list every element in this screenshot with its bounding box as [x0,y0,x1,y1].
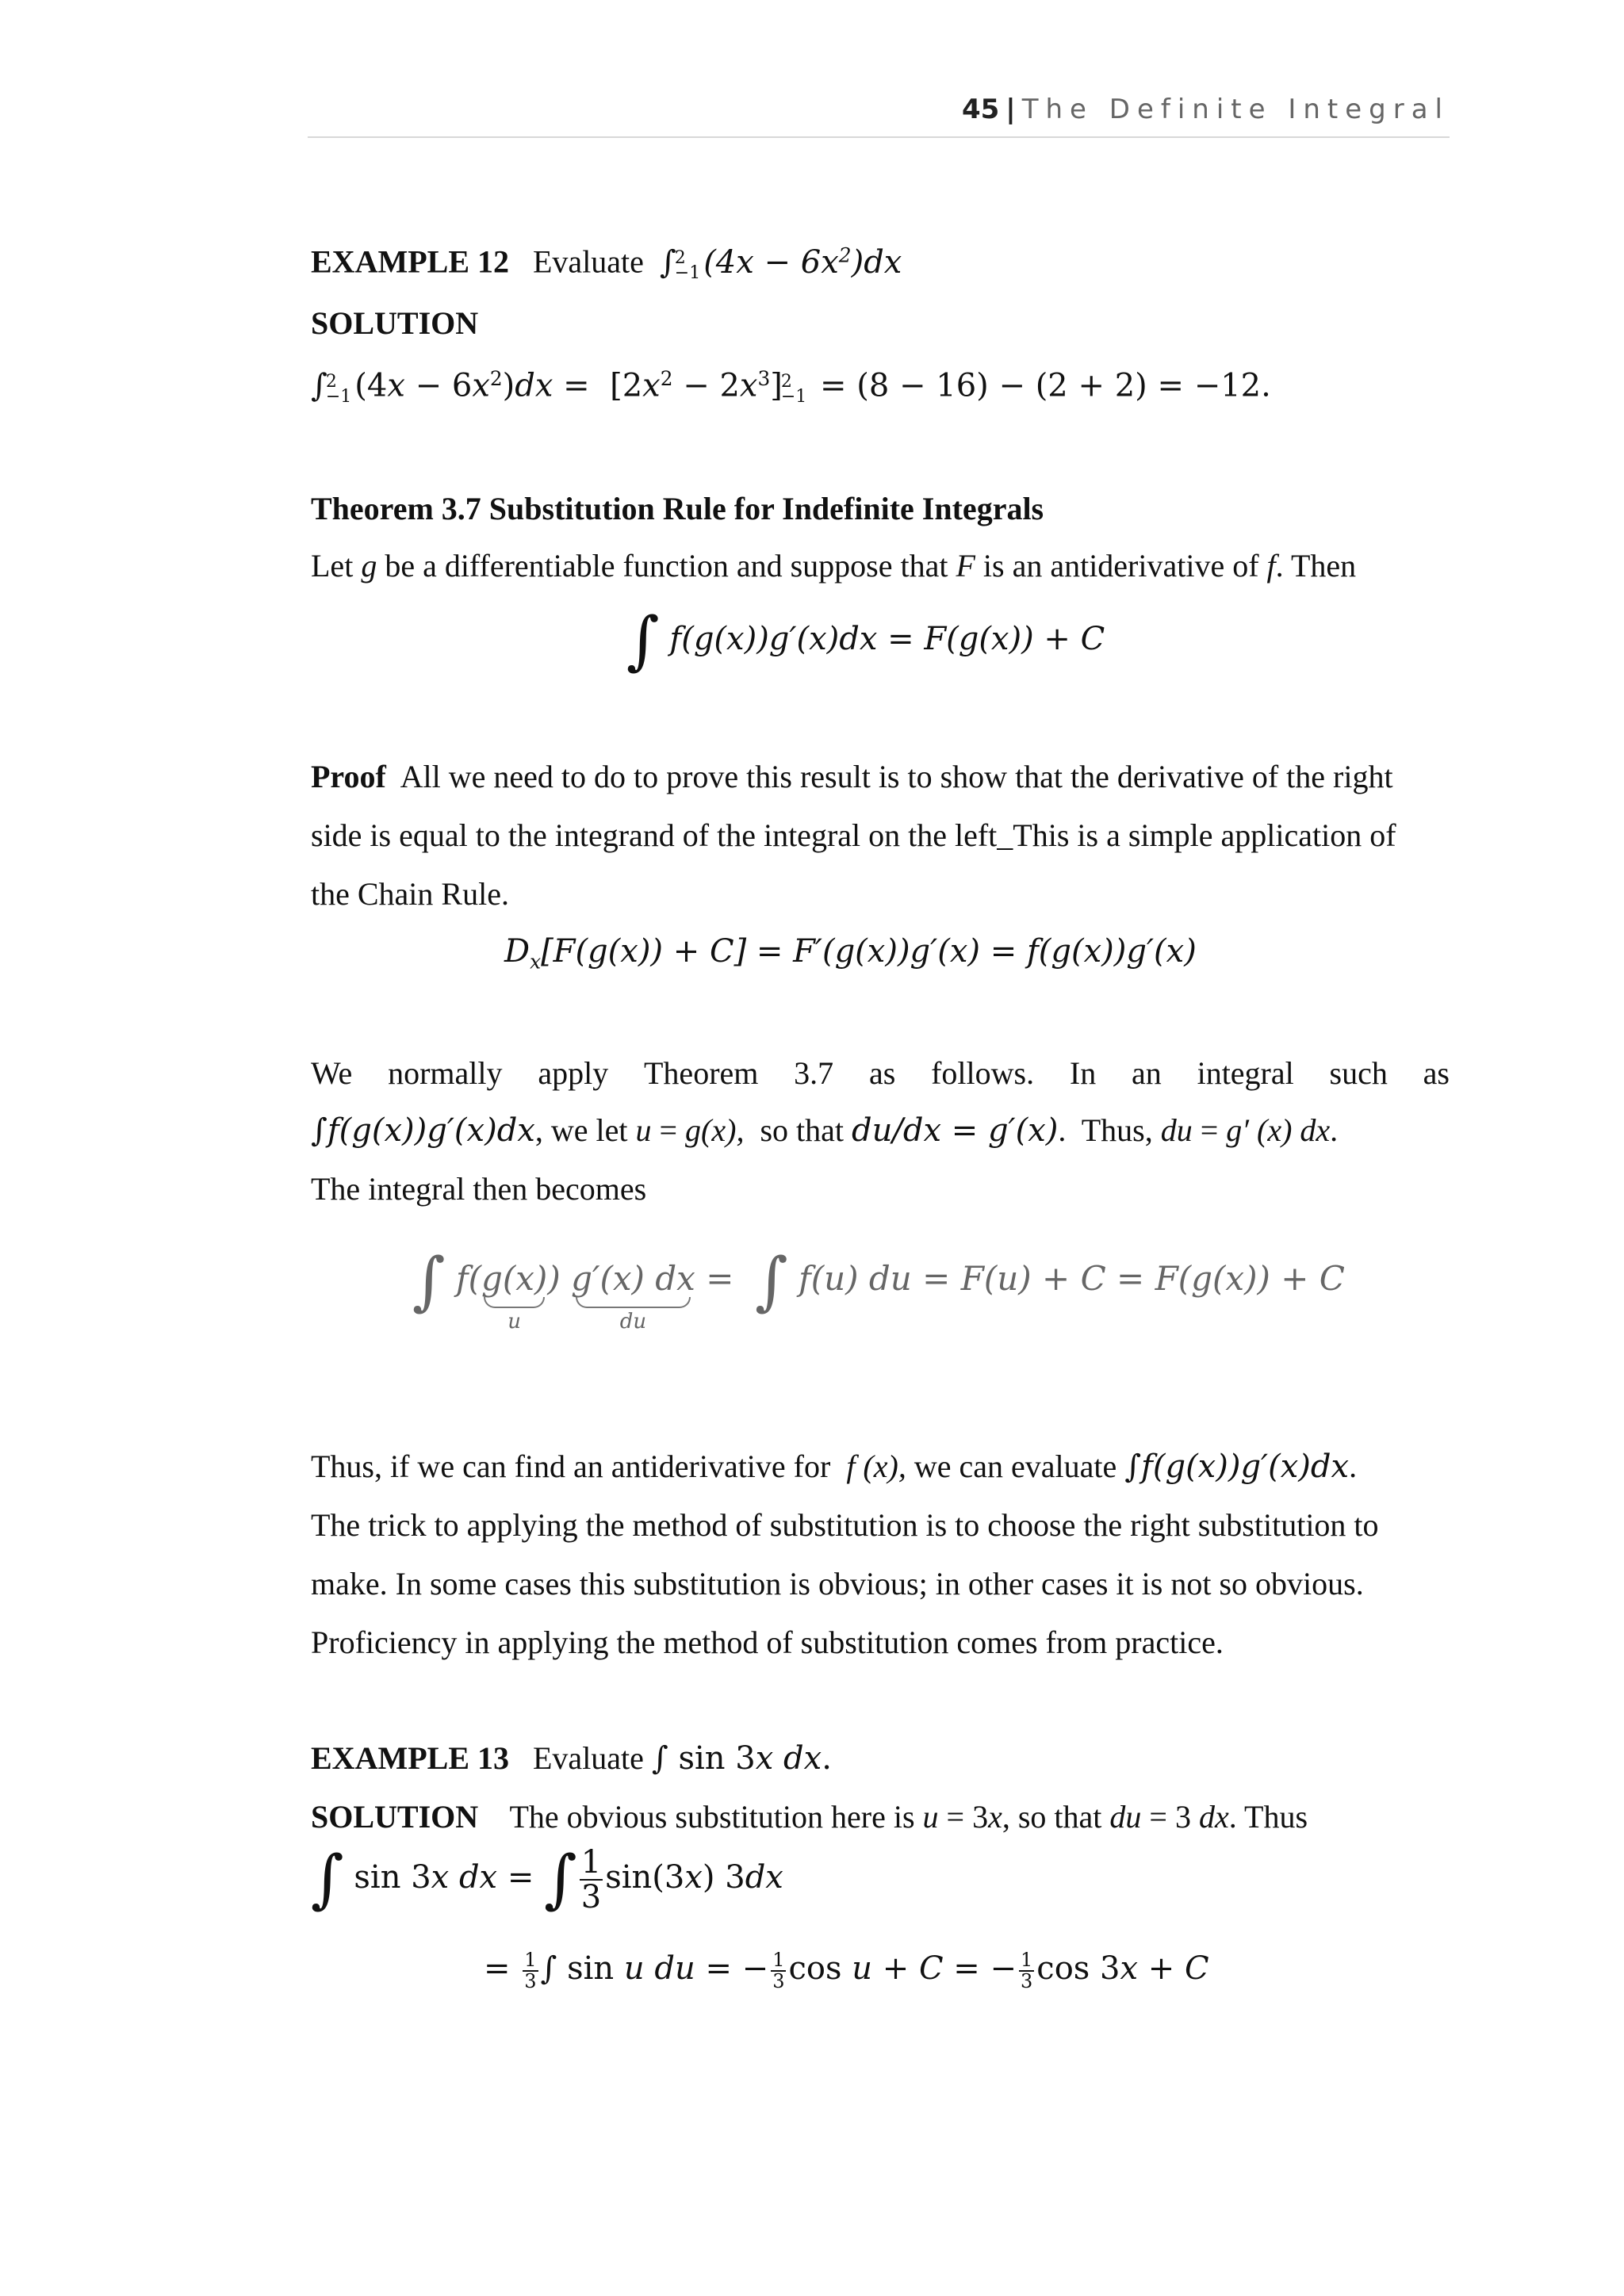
discussion-line-4: Proficiency in applying the method of substitution comes from practice. [311,1624,1224,1660]
proof-line-1: Proof All we need to do to prove this result is to show that the derivative of the right [311,759,1393,794]
proof-line-2: side is equal to the integrand of the integral on the left_This is a simple application of [311,817,1396,853]
example-13-solution-label: SOLUTION [311,1799,479,1835]
theorem-statement: Let g be a differentiable function and suppose that F is an antiderivative of f. Then [311,548,1357,584]
example-13-solution: SOLUTION The obvious substitution here is u = 3x, so that du = 3 dx. Thus [311,1799,1308,1835]
example-12-prompt: Evaluate [533,243,644,280]
header-rule [308,136,1450,138]
underbrace-du: g′(x) dx du [571,1259,695,1334]
discussion-line-3: make. In some cases this substitution is obvious; in other cases it is not so obvious. [311,1566,1364,1601]
proof-formula: $D_x[F(g(x)) + C] = F'(g(x))g'(x) = f(g(x))g'(x)$ [504,933,1197,974]
discussion-line-1: Thus, if we can find an antiderivative for f (x), we can evaluate ∫f(g(x))g′(x)dx. [311,1448,1358,1485]
header-separator: | [1005,94,1016,125]
example-12-heading [311,243,902,284]
discussion-line-2: The trick to applying the method of substitution is to choose the right substitution to [311,1507,1379,1543]
application-line-3: The integral then becomes [311,1171,647,1207]
example-12-integral: ∫ 2 −1 $(4x - 6x^2)dx$ [659,243,902,284]
substitution-formula-image: ∫ f(g(x) u ) g′(x) dx du = ∫ f(u) du = F(u) + C = F(g(x)) + C [412,1244,1345,1334]
example-13-heading: EXAMPLE 13 Evaluate ∫ sin 3x dx. [311,1740,832,1777]
proof-line-3: the Chain Rule. [311,876,509,912]
underbrace-u: g(x) u [481,1259,548,1334]
theorem-title: Theorem 3.7 Substitution Rule for Indefinite Integrals [311,491,1044,526]
example-12-solution: ∫ 2 −1 $(4x - 6x^2)dx = [2x^2 - 2x^3]$ 2 −1 = (8 − 16) − (2 + 2) = −12. [311,367,1271,408]
example-13-label: EXAMPLE 13 [311,1740,509,1776]
page-number: 45 [961,94,1000,125]
theorem-formula: ∫ f(g(x))g′(x)dx = F(g(x)) + C [626,603,1105,677]
proof-label: Proof [311,759,386,794]
page-header [962,94,1450,125]
example-13-step-1: ∫ sin 3x dx = ∫ $\frac{1}{3}$ sin(3x) 3dx [311,1842,783,1915]
example-12-label: EXAMPLE 12 [311,243,509,280]
example-12-solution-label: SOLUTION [311,305,479,341]
application-line-2: ∫f(g(x))g′(x)dx, we let u = g(x), so that du/dx = g′(x). Thus, du = g′ (x) dx. [311,1112,1339,1149]
chapter-title: The Definite Integral [1021,94,1450,125]
example-13-step-2: = $\frac{1}{3}$ ∫ sin u du = − $\frac{1}{3}$ cos u + C = − $\frac{1}{3}$ cos 3x + C [484,1949,1209,1993]
application-line-1: We normally apply Theorem 3.7 as follows. In an integral such as [311,1055,1450,1091]
